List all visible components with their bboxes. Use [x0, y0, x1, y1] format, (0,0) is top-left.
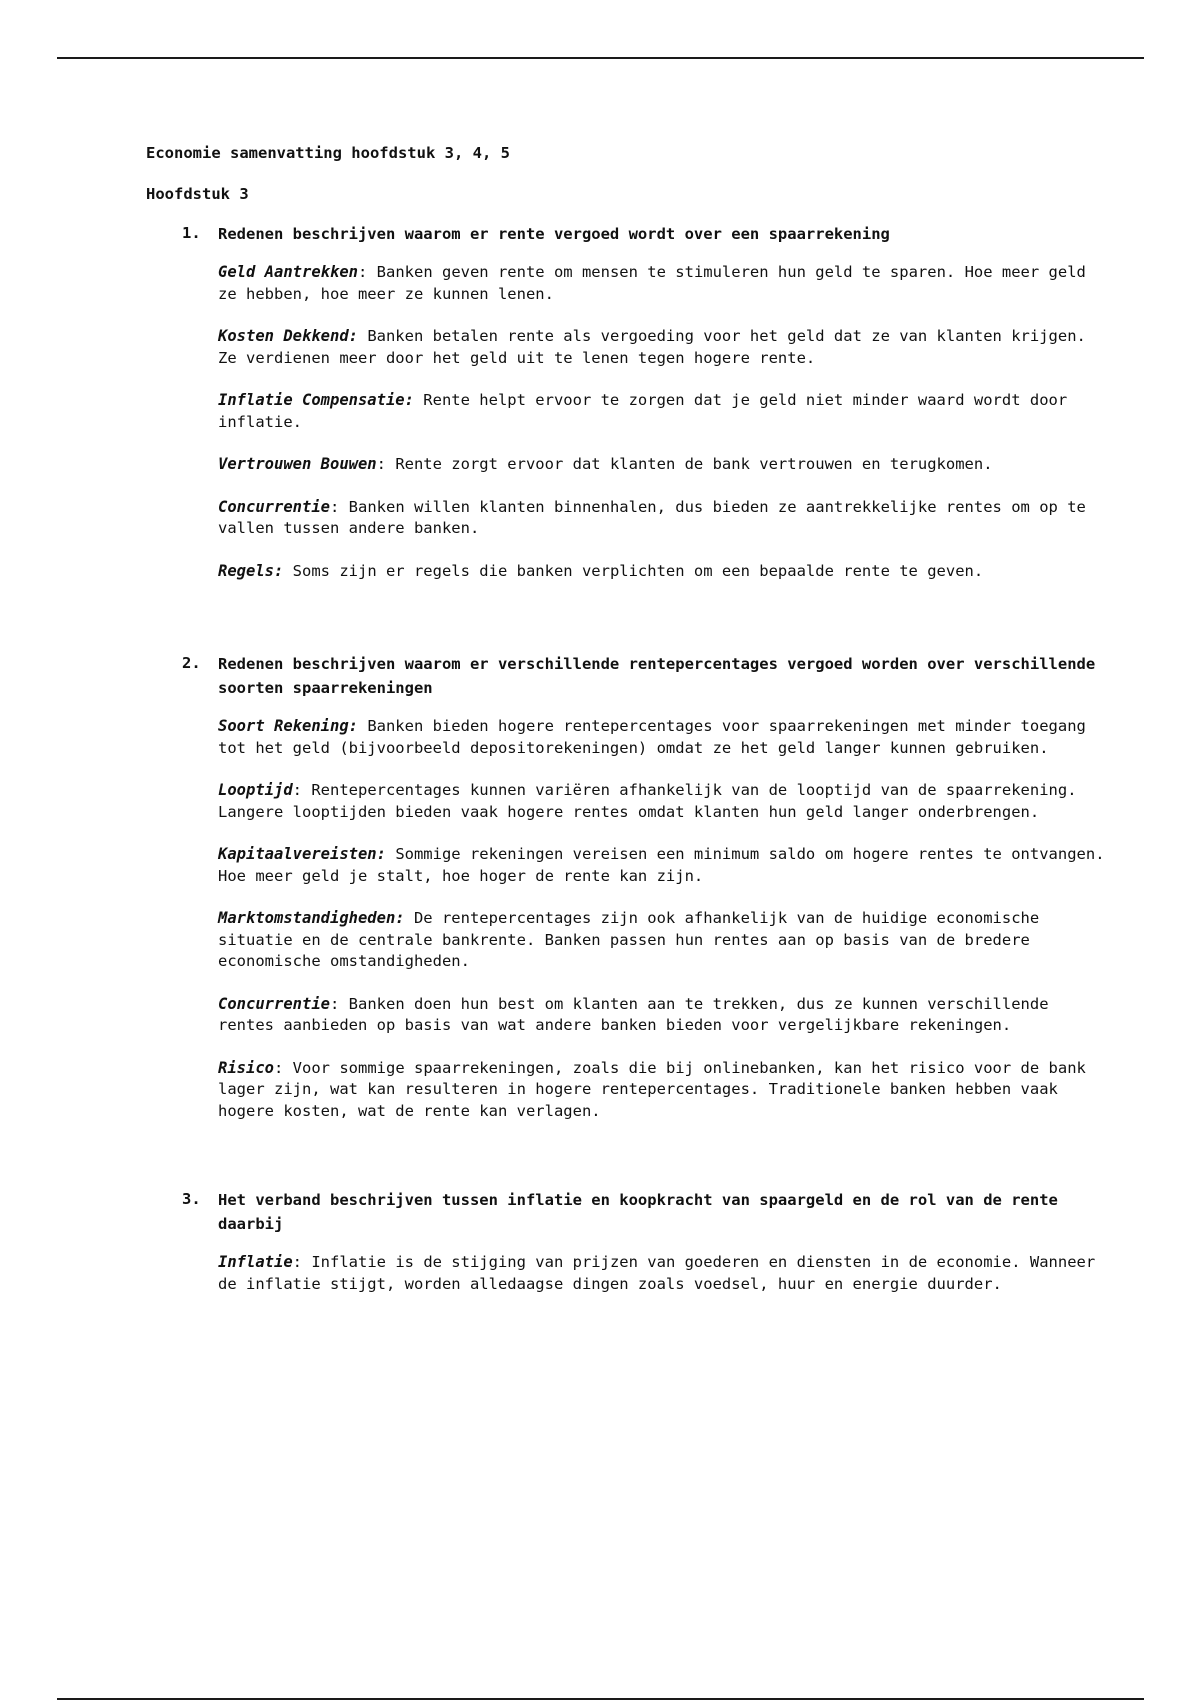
term: Looptijd	[218, 781, 293, 799]
paragraph-text: Soms zijn er regels die banken verplichten om een bepaalde rente te geven.	[283, 561, 984, 580]
term: Kapitaalvereisten:	[218, 845, 386, 863]
section-3	[146, 1188, 1106, 1295]
term-separator: :	[329, 497, 340, 516]
paragraph	[218, 844, 1106, 887]
term: Soort Rekening:	[218, 717, 358, 735]
paragraph	[218, 497, 1106, 540]
paragraph	[218, 326, 1106, 369]
term-separator: :	[376, 455, 386, 473]
term: Concurrentie	[218, 497, 330, 516]
paragraph-text: Banken doen hun best om klanten aan te trekken, dus ze kunnen verschillende rentes aanbieden op basis van wat andere banken bieden voor vergelijkbare rekeningen.	[218, 994, 1049, 1034]
paragraph	[218, 908, 1106, 973]
paragraph-text: Rente helpt ervoor te zorgen dat je geld niet minder waard wordt door inflatie.	[218, 391, 1068, 431]
section-number: 3.	[182, 1190, 201, 1208]
paragraph-text: Rentepercentages kunnen variëren afhankelijk van de looptijd van de spaarrekening. Langere looptijden bieden vaak hogere rentes omdat klanten hun geld langer onderbrengen.	[218, 781, 1077, 821]
term-separator: :	[274, 1058, 284, 1077]
paragraph	[218, 1252, 1106, 1295]
paragraph-text: Banken bieden hogere rentepercentages voor spaarrekeningen met minder toegang tot het geld (bijvoorbeeld depositorekeningen) omdat ze het geld langer kunnen gebruiken.	[218, 717, 1086, 757]
paragraph-text: Banken betalen rente als vergoeding voor het geld dat ze van klanten krijgen. Ze verdienen meer door het geld uit te lenen tegen hogere rente.	[218, 327, 1086, 367]
section-heading: Redenen beschrijven waarom er rente vergoed wordt over een spaarrekening	[218, 225, 890, 243]
paragraph-text: Banken willen klanten binnenhalen, dus bieden ze aantrekkelijke rentes om op te vallen tussen andere banken.	[218, 497, 1086, 537]
paragraph	[218, 1058, 1106, 1123]
term-separator: :	[292, 1253, 302, 1271]
section-2	[146, 652, 1106, 1122]
paragraph	[218, 454, 1106, 476]
paragraph	[218, 390, 1106, 433]
section-number: 2.	[182, 654, 201, 672]
term: Concurrentie	[218, 994, 330, 1013]
section-heading: Redenen beschrijven waarom er verschillende rentepercentages vergoed worden over verschillende soorten spaarrekeningen	[218, 655, 1096, 697]
term-separator: :	[292, 781, 302, 799]
chapter-title: Hoofdstuk 3	[146, 185, 249, 203]
paragraph-text: De rentepercentages zijn ook afhankelijk van de huidige economische situatie en de centrale bankrente. Banken passen hun rentes aan op basis van de bredere economische omstandigheden.	[218, 909, 1040, 970]
paragraph-text: Rente zorgt ervoor dat klanten de bank vertrouwen en terugkomen.	[385, 455, 993, 473]
paragraph-text: Inflatie is de stijging van prijzen van goederen en diensten in de economie. Wanneer de inflatie stijgt, worden alledaagse dingen zoals voedsel, huur en energie duurder.	[218, 1253, 1096, 1293]
term-separator: :	[329, 994, 340, 1013]
term: Inflatie	[218, 1253, 293, 1271]
term: Inflatie Compensatie:	[218, 391, 414, 409]
paragraph	[218, 994, 1106, 1037]
paragraph	[218, 780, 1106, 823]
paragraph-text: Banken geven rente om mensen te stimuleren hun geld te sparen. Hoe meer geld ze hebben, hoe meer ze kunnen lenen.	[218, 263, 1086, 303]
term: Risico	[218, 1058, 274, 1077]
term-separator: :	[357, 263, 368, 281]
paragraph-text: Sommige rekeningen vereisen een minimum saldo om hogere rentes te ontvangen. Hoe meer geld je stalt, hoe hoger de rente kan zijn.	[218, 845, 1105, 885]
paragraph	[218, 262, 1106, 305]
term: Vertrouwen Bouwen	[218, 455, 377, 473]
section-number: 1.	[182, 224, 201, 242]
term: Kosten Dekkend:	[218, 327, 358, 345]
paragraph	[218, 716, 1106, 759]
term: Regels:	[218, 561, 284, 580]
document-title: Economie samenvatting hoofdstuk 3, 4, 5	[146, 144, 510, 162]
term: Geld Aantrekken	[218, 263, 358, 281]
term: Marktomstandigheden:	[218, 909, 405, 927]
paragraph-text: Voor sommige spaarrekeningen, zoals die bij onlinebanken, kan het risico voor de bank lager zijn, wat kan resulteren in hogere rentepercentages. Traditionele banken hebben vaak hogere kosten, wat de rente kan verlagen.	[218, 1058, 1086, 1120]
section-1	[146, 222, 1106, 582]
document-body	[146, 142, 1106, 1316]
paragraph	[218, 561, 1106, 583]
section-heading: Het verband beschrijven tussen inflatie en koopkracht van spaargeld en de rol van de rente daarbij	[218, 1191, 1058, 1233]
header-rule	[57, 57, 1144, 59]
